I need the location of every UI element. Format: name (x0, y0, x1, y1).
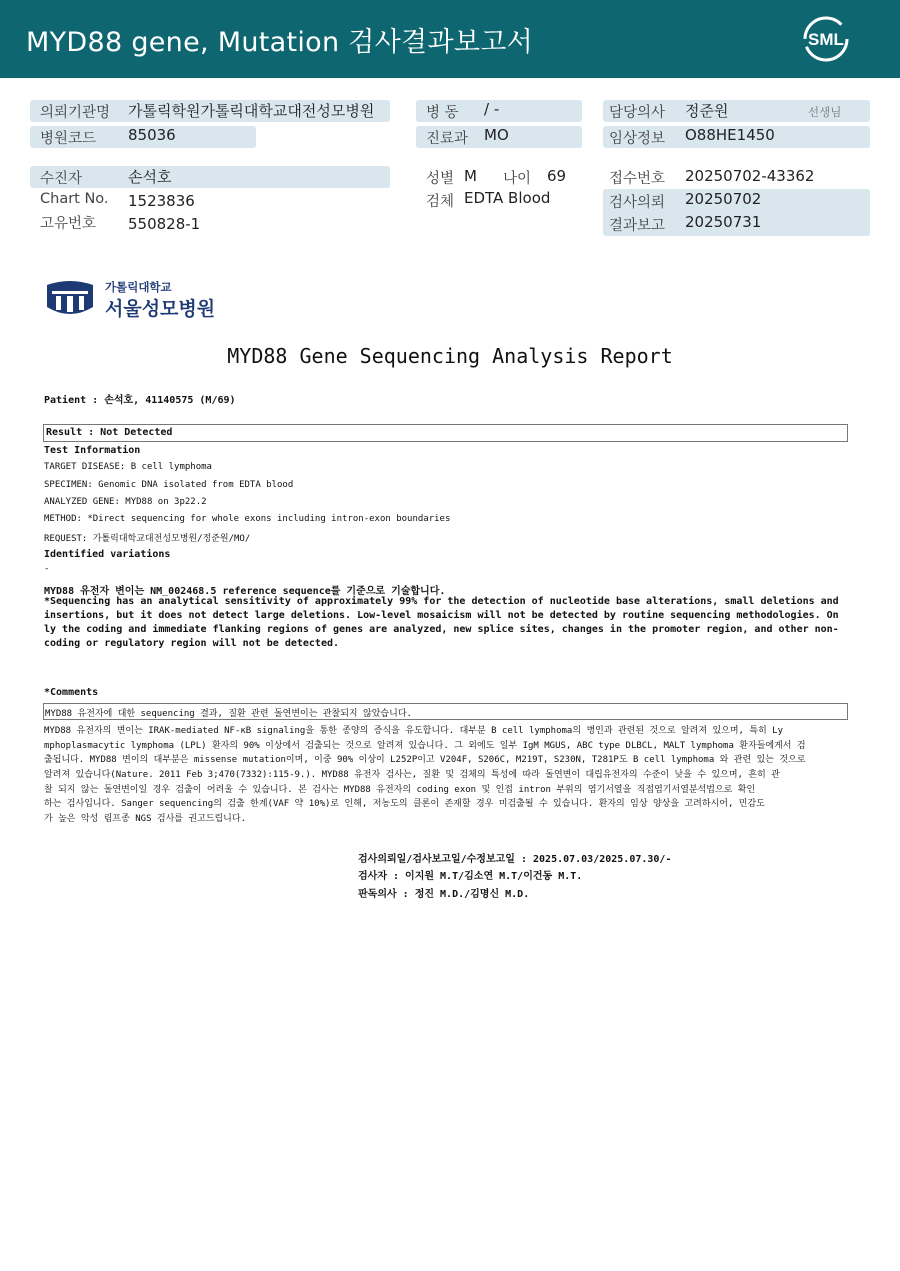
test-info-heading: Test Information (44, 445, 141, 456)
report-date-value: 20250731 (685, 213, 762, 231)
dates-line: 검사의뢰일/검사보고일/수정보고일 : 2025.07.03/2025.07.30/- (358, 854, 672, 865)
hospital-logo-name: 서울성모병원 (105, 298, 216, 320)
age-value: 69 (547, 167, 567, 185)
examiners-line: 검사자 : 이지원 M.T/김소연 M.T/이건동 M.T. (358, 871, 583, 882)
report-header (0, 0, 900, 78)
hospital-code-label: 병원코드 (40, 131, 97, 147)
patient-value: 손석호 (128, 168, 172, 186)
reference-line: ly the coding and immediate flanking regions of genes are analyzed, new splice sites, changes in the promoter region, and other non- (44, 624, 839, 635)
request-date-value: 20250702 (685, 190, 762, 208)
unique-no-value: 550828-1 (128, 215, 201, 233)
identified-variations-heading: Identified variations (44, 549, 171, 560)
request-text: REQUEST: 가톨릭대학교대전성모병원/정준원/MO/ (44, 534, 251, 544)
doctor-label: 담당의사 (609, 105, 666, 121)
specimen-label: 검체 (426, 194, 455, 210)
department-label: 진료과 (426, 131, 469, 147)
report-title: MYD88 Gene Sequencing Analysis Report (227, 344, 673, 368)
reference-line: *Sequencing has an analytical sensitivity of approximately 99% for the detection of nucleotide base alterations, small deletions and (44, 596, 839, 607)
identified-variations-value: - (44, 564, 50, 574)
receipt-no-value: 20250702-43362 (685, 167, 815, 185)
ward-label: 병 동 (426, 105, 459, 121)
comments-paragraph (44, 723, 850, 826)
comments-line: MYD88 유전자의 변이는 IRAK-mediated NF-κB signaling을 통한 종양의 증식을 유도합니다. 대부분 B cell lymphoma의 병인과 관련된 것으로 알려져 있으며, 특히 Ly (44, 726, 784, 736)
institution-value: 가톨릭학원가톨릭대학교대전성모병원 (128, 102, 375, 120)
comments-line: mphoplasmacytic lymphoma (LPL) 환자의 90% 이상에서 검출되는 것으로 알려져 있습니다. 그 외에도 일부 IgM MGUS, ABC type DLBCL, MALT lymphoma 환자들에게서 검 (44, 740, 806, 751)
sex-label: 성별 (426, 171, 455, 187)
patient-line: Patient : 손석호, 41140575 (M/69) (44, 395, 236, 406)
analyzed-gene: ANALYZED GENE: MYD88 on 3p22.2 (44, 497, 207, 507)
clinical-info-label: 임상정보 (609, 131, 666, 147)
department-value: MO (484, 126, 509, 144)
institution-label: 의뢰기관명 (40, 105, 111, 121)
hospital-emblem-icon (44, 279, 96, 319)
reference-line: MYD88 유전자 변이는 NM_002468.5 reference sequence를 기준으로 기술합니다. (44, 586, 446, 596)
comments-box-text: MYD88 유전자에 대한 sequencing 결과, 질환 관련 돌연변이는 관찰되지 않았습니다. (45, 709, 412, 719)
method-text: METHOD: *Direct sequencing for whole exons including intron-exon boundaries (44, 514, 451, 524)
patient-label: 수진자 (40, 171, 83, 187)
result-text: Result : Not Detected (46, 427, 173, 438)
request-date-label: 검사의뢰 (609, 195, 666, 211)
chart-no-label: Chart No. (40, 191, 109, 207)
chart-no-value: 1523836 (128, 192, 195, 210)
comments-line: 알려져 있습니다(Nature. 2011 Feb 3;470(7332):115-9.). MYD88 유전자 검사는, 질환 및 검체의 특성에 따라 돌연변이 대립유전자의 수준이 낮을 수 있으며, 흔히 관 (44, 770, 780, 781)
doctor-value: 정준원 (685, 102, 729, 120)
report-header-title: MYD88 gene, Mutation 검사결과보고서 (26, 27, 533, 58)
reference-paragraph (44, 582, 850, 652)
report-date-label: 결과보고 (609, 218, 666, 234)
comments-heading: *Comments (44, 687, 99, 698)
receipt-no-label: 접수번호 (609, 171, 666, 187)
specimen-value: EDTA Blood (464, 189, 551, 207)
unique-no-label: 고유번호 (40, 216, 97, 232)
reference-line: insertions, but it does not detect large deletions. Low-level mosaicism will not be detected by routine sequencing methodologies. On (44, 610, 839, 621)
specimen-text: SPECIMEN: Genomic DNA isolated from EDTA blood (44, 480, 294, 490)
comments-line: 찰 되지 않는 돌연변이일 경우 검출이 어려울 수 있습니다. 본 검사는 MYD88 유전자의 coding exon 및 인접 intron 부위의 염기서열을 직접염기서열분석법으로 확인 (44, 784, 756, 795)
hospital-logo-university: 가톨릭대학교 (105, 280, 172, 294)
comments-line: 가 높은 악성 림프종 NGS 검사를 권고드립니다. (44, 814, 246, 825)
comments-line: 출됩니다. MYD88 변이의 대부분은 missense mutation이며, 이중 90% 이상이 L252P이고 V204F, S206C, M219T, S230N, T281P도 B cell lymphoma 와 관련 있는 것으로 (44, 755, 806, 766)
sml-logo-text: SML (808, 30, 844, 49)
age-label: 나이 (503, 171, 532, 187)
clinical-info-value: O88HE1450 (685, 126, 775, 144)
hospital-code-value: 85036 (128, 126, 176, 144)
comments-line: 하는 검사입니다. Sanger sequencing의 검출 한계(VAF 약 10%)로 인해, 저농도의 클론이 존재할 경우 미검출될 수 있습니다. 환자의 임상 양상을 고려하시어, 민감도 (44, 799, 765, 810)
reference-line: coding or regulatory region will not be detected. (44, 638, 340, 649)
sex-value: M (464, 167, 477, 185)
pathologist-line: 판독의사 : 정진 M.D./김명신 M.D. (358, 889, 530, 900)
sml-logo-icon (800, 14, 852, 64)
doctor-suffix: 선생님 (808, 105, 842, 119)
patient-row-bg (30, 166, 390, 188)
ward-value: / - (484, 100, 500, 118)
target-disease: TARGET DISEASE: B cell lymphoma (44, 462, 212, 472)
